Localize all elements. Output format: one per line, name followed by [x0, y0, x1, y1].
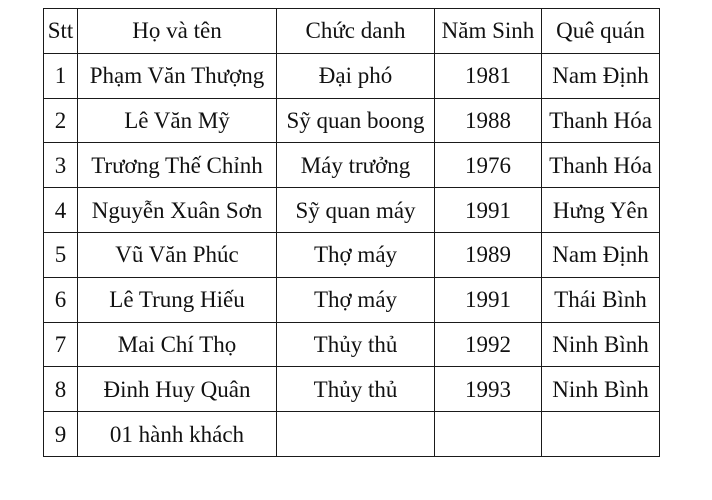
table-row — [44, 367, 660, 412]
cell-birth-year: 1991 — [435, 277, 542, 322]
table-row — [44, 143, 660, 188]
cell-full-name: 01 hành khách — [78, 412, 277, 457]
table-header-row — [44, 9, 660, 54]
cell-full-name: Lê Trung Hiếu — [78, 277, 277, 322]
header-position: Chức danh — [277, 9, 435, 54]
cell-hometown: Nam Định — [542, 232, 660, 277]
crew-table — [43, 8, 660, 457]
cell-full-name: Nguyễn Xuân Sơn — [78, 188, 277, 233]
cell-position: Thủy thủ — [277, 322, 435, 367]
cell-position: Thợ máy — [277, 232, 435, 277]
cell-position: Thủy thủ — [277, 367, 435, 412]
cell-stt: 3 — [44, 143, 78, 188]
table-row — [44, 53, 660, 98]
cell-full-name: Đinh Huy Quân — [78, 367, 277, 412]
cell-position: Đại phó — [277, 53, 435, 98]
cell-birth-year: 1989 — [435, 232, 542, 277]
cell-birth-year: 1992 — [435, 322, 542, 367]
cell-hometown: Hưng Yên — [542, 188, 660, 233]
cell-stt: 4 — [44, 188, 78, 233]
cell-birth-year: 1988 — [435, 98, 542, 143]
cell-hometown: Thanh Hóa — [542, 143, 660, 188]
cell-full-name: Mai Chí Thọ — [78, 322, 277, 367]
cell-hometown — [542, 412, 660, 457]
table-row — [44, 412, 660, 457]
cell-birth-year: 1991 — [435, 188, 542, 233]
cell-stt: 7 — [44, 322, 78, 367]
cell-position — [277, 412, 435, 457]
header-birth-year: Năm Sinh — [435, 9, 542, 54]
cell-full-name: Trương Thế Chỉnh — [78, 143, 277, 188]
table-row — [44, 188, 660, 233]
header-stt: Stt — [44, 9, 78, 54]
cell-full-name: Lê Văn Mỹ — [78, 98, 277, 143]
cell-stt: 5 — [44, 232, 78, 277]
table-row — [44, 322, 660, 367]
table-row — [44, 277, 660, 322]
header-full-name: Họ và tên — [78, 9, 277, 54]
cell-position: Sỹ quan máy — [277, 188, 435, 233]
cell-birth-year: 1981 — [435, 53, 542, 98]
cell-birth-year: 1993 — [435, 367, 542, 412]
cell-position: Thợ máy — [277, 277, 435, 322]
cell-hometown: Thái Bình — [542, 277, 660, 322]
cell-stt: 9 — [44, 412, 78, 457]
cell-position: Sỹ quan boong — [277, 98, 435, 143]
cell-stt: 8 — [44, 367, 78, 412]
header-hometown: Quê quán — [542, 9, 660, 54]
cell-birth-year — [435, 412, 542, 457]
cell-stt: 2 — [44, 98, 78, 143]
cell-birth-year: 1976 — [435, 143, 542, 188]
cell-stt: 6 — [44, 277, 78, 322]
cell-hometown: Ninh Bình — [542, 367, 660, 412]
cell-stt: 1 — [44, 53, 78, 98]
cell-full-name: Phạm Văn Thượng — [78, 53, 277, 98]
cell-hometown: Ninh Bình — [542, 322, 660, 367]
cell-full-name: Vũ Văn Phúc — [78, 232, 277, 277]
cell-hometown: Nam Định — [542, 53, 660, 98]
cell-hometown: Thanh Hóa — [542, 98, 660, 143]
table-row — [44, 232, 660, 277]
cell-position: Máy trưởng — [277, 143, 435, 188]
table-row — [44, 98, 660, 143]
